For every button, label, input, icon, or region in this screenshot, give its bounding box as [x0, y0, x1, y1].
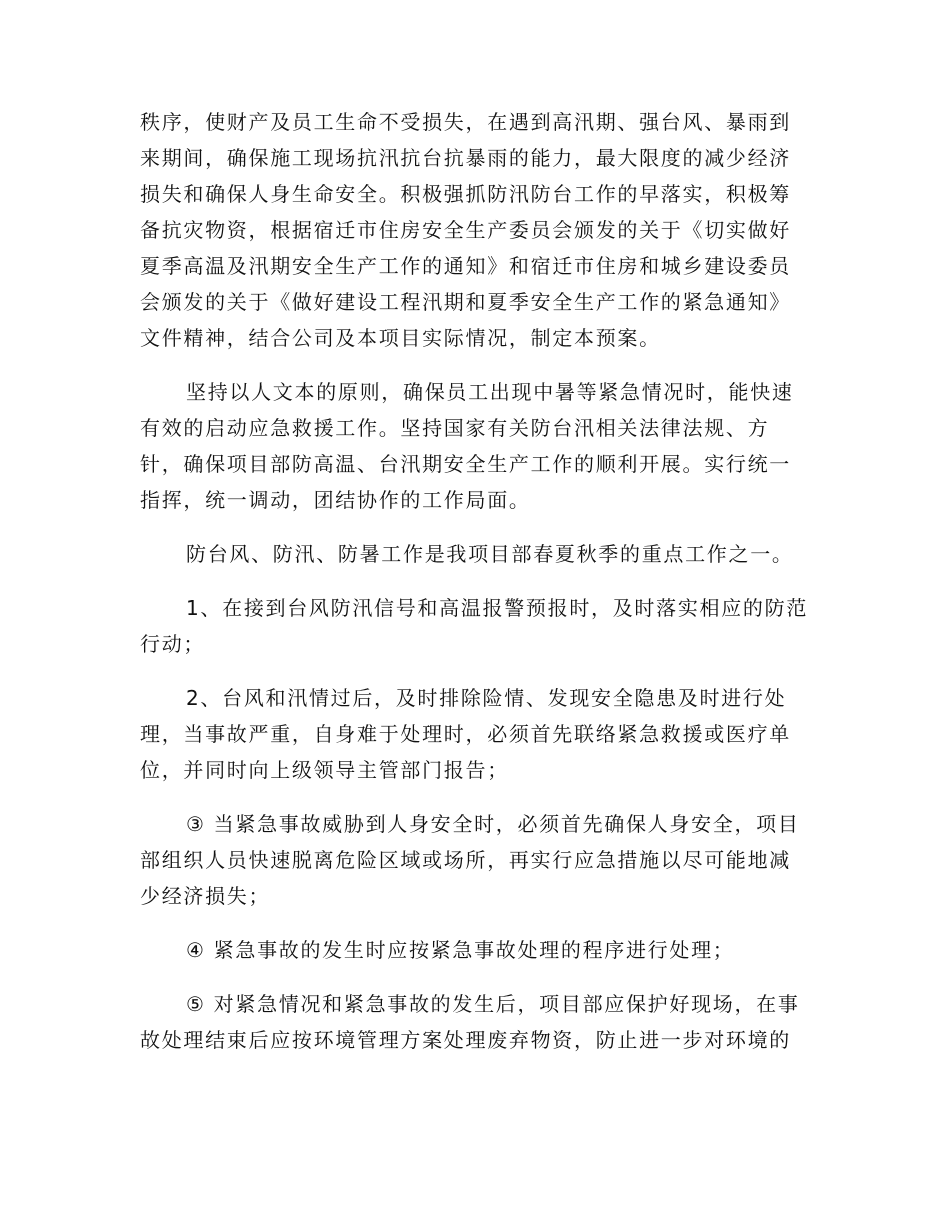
text-line: 有效的启动应急救援工作。坚持国家有关防台汛相关法律法规、方 [140, 416, 770, 440]
text-line: 部组织人员快速脱离危险区域或场所，再实行应急措施以尽可能地减 [140, 848, 791, 872]
text-line: ③ 当紧急事故威胁到人身安全时，必须首先确保人身安全，项目 [186, 812, 800, 836]
text-line: 防台风、防汛、防暑工作是我项目部春夏秋季的重点工作之一。 [186, 542, 794, 566]
paragraph-item-3 [140, 806, 810, 914]
text-line: 秩序，使财产及员工生命不受损失，在遇到高汛期、强台风、暴雨到 [140, 110, 791, 134]
text-line: 会颁发的关于《做好建设工程汛期和夏季安全生产工作的紧急通知》 [140, 290, 791, 314]
text-line: 针，确保项目部防高温、台汛期安全生产工作的顺利开展。实行统一 [140, 452, 791, 476]
text-line: 少经济损失； [140, 884, 271, 908]
text-line: 来期间，确保施工现场抗汛抗台抗暴雨的能力，最大限度的减少经济 [140, 146, 791, 170]
paragraph-item-2 [140, 680, 810, 788]
text-line: ④ 紧急事故的发生时应按紧急事故处理的程序进行处理； [186, 938, 735, 962]
paragraph-item-4 [140, 932, 810, 968]
text-line: 位，并同时向上级领导主管部门报告； [140, 758, 509, 782]
document-body [140, 104, 810, 1058]
text-line: 故处理结束后应按环境管理方案处理废弃物资，防止进一步对环境的 [140, 1028, 791, 1052]
text-line: 理，当事故严重，自身难于处理时，必须首先联络紧急救援或医疗单 [140, 722, 791, 746]
paragraph-item-5 [140, 986, 810, 1058]
text-line: 1、在接到台风防汛信号和高温报警预报时，及时落实相应的防范 [186, 596, 809, 620]
text-line: 文件精神，结合公司及本项目实际情况，制定本预案。 [140, 326, 661, 350]
paragraph-principles [140, 374, 810, 518]
paragraph-preamble-continuation [140, 104, 810, 356]
text-line: 指挥，统一调动，团结协作的工作局面。 [140, 488, 531, 512]
text-line: 2、台风和汛情过后，及时排除险情、发现安全隐患及时进行处 [186, 686, 787, 710]
text-line: 备抗灾物资，根据宿迁市住房安全生产委员会颁发的关于《切实做好 [140, 218, 791, 242]
text-line: 坚持以人文本的原则，确保员工出现中暑等紧急情况时，能快速 [186, 380, 794, 404]
text-line: 损失和确保人身生命安全。积极强抓防汛防台工作的早落实，积极筹 [140, 182, 791, 206]
paragraph-key-work [140, 536, 810, 572]
text-line: 行动； [140, 632, 206, 656]
paragraph-item-1 [140, 590, 810, 662]
text-line: ⑤ 对紧急情况和紧急事故的发生后，项目部应保护好现场，在事 [186, 992, 800, 1016]
text-line: 夏季高温及汛期安全生产工作的通知》和宿迁市住房和城乡建设委员 [140, 254, 791, 278]
